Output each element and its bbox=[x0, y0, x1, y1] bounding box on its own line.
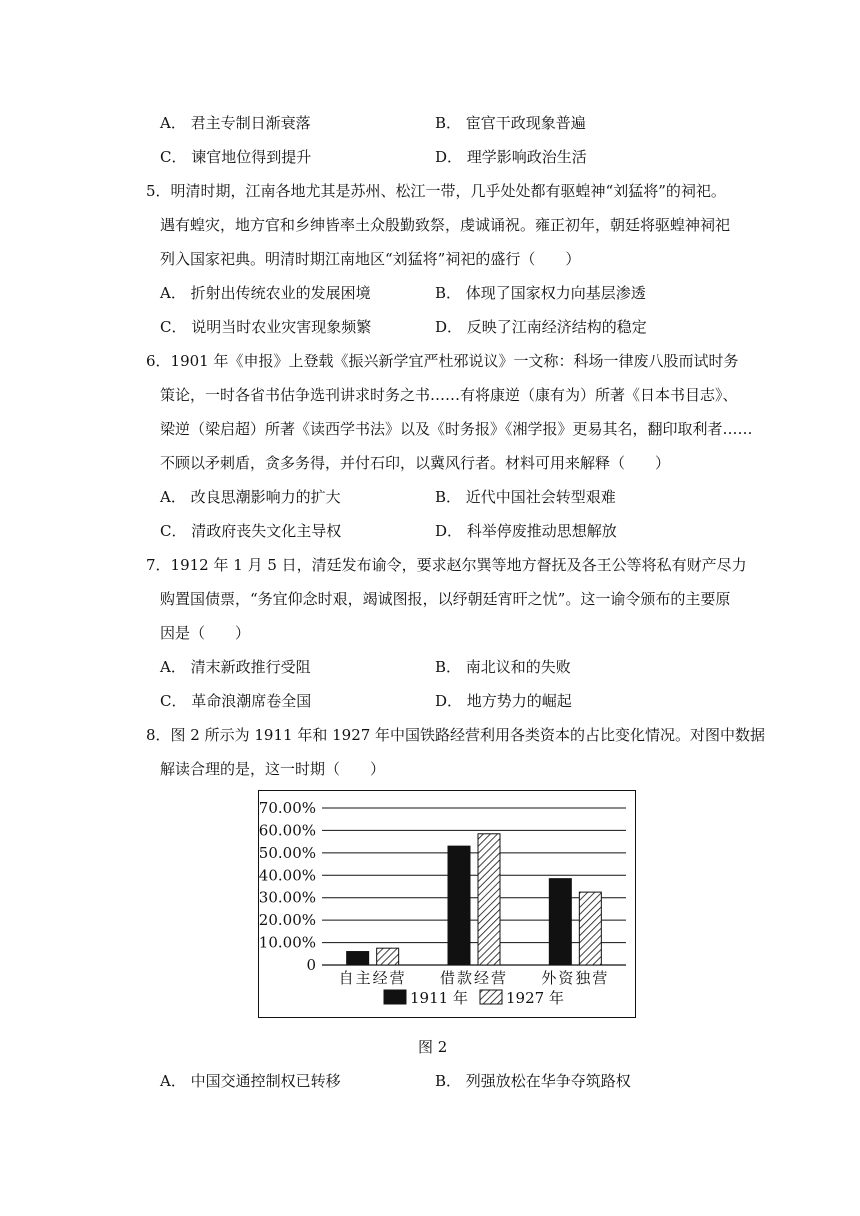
q6-option-d: D． 科举停废推动思想解放 bbox=[435, 522, 617, 540]
q6-stem-line-4: 不顾以矛刺盾，贪多务得，并付石印，以冀风行者。材料可用来解释（ ） bbox=[160, 454, 671, 472]
q6-option-c: C． 清政府丧失文化主导权 bbox=[160, 522, 342, 540]
q5-stem-line-2: 遇有蝗灾，地方官和乡绅皆率土众殷勤致祭，虔诚诵祝。雍正初年，朝廷将驱蝗神祠祀 bbox=[160, 216, 731, 234]
q5-stem-line-1: 5．明清时期，江南各地尤其是苏州、松江一带，几乎处处都有驱蝗神“刘猛将”的祠祀。 bbox=[146, 182, 726, 200]
q6-stem-line-2: 策论，一时各省书估争选刊讲求时务之书……有将康逆（康有为）所著《日本书目志》、 bbox=[160, 386, 738, 404]
y-tick-label: 20.00% bbox=[258, 911, 316, 930]
q4-option-a: A． 君主专制日渐衰落 bbox=[160, 114, 311, 132]
figure-caption: 图 2 bbox=[418, 1038, 448, 1056]
bar-1927 bbox=[377, 948, 399, 965]
q8-stem-line-1: 8．图 2 所示为 1911 年和 1927 年中国铁路经营利用各类资本的占比变化情况。对图中数据 bbox=[146, 726, 766, 744]
x-category-label: 自主经营 bbox=[338, 969, 407, 987]
y-tick-label: 0 bbox=[306, 956, 316, 974]
q7-stem-line-1: 7．1912 年 1 月 5 日，清廷发布谕令，要求赵尔巽等地方督抚及各王公等将私有财产尽力 bbox=[146, 556, 747, 574]
q8-option-a: A． 中国交通控制权已转移 bbox=[160, 1072, 341, 1090]
q7-stem-line-3: 因是（ ） bbox=[160, 624, 251, 642]
legend-label: 1911 年 bbox=[410, 989, 468, 1007]
bar-1911 bbox=[347, 952, 369, 965]
q6-option-a: A． 改良思潮影响力的扩大 bbox=[160, 488, 341, 506]
legend-swatch bbox=[480, 990, 502, 1004]
q8-stem-line-2: 解读合理的是，这一时期（ ） bbox=[160, 760, 386, 778]
y-tick-label: 10.00% bbox=[258, 933, 316, 952]
bar-1927 bbox=[478, 834, 500, 965]
q5-option-a: A． 折射出传统农业的发展困境 bbox=[160, 284, 371, 302]
q4-option-c: C． 谏官地位得到提升 bbox=[160, 148, 312, 166]
x-category-label: 借款经营 bbox=[439, 969, 509, 987]
chart-svg bbox=[258, 790, 636, 1018]
legend-swatch bbox=[384, 990, 406, 1004]
rail-capital-bar-chart bbox=[258, 790, 636, 1022]
q8-option-b: B． 列强放松在华争夺筑路权 bbox=[435, 1072, 631, 1090]
y-tick-label: 60.00% bbox=[258, 821, 316, 840]
y-tick-label: 50.00% bbox=[258, 843, 316, 862]
q7-stem-line-2: 购置国债票，“务宜仰念时艰，竭诚图报，以纾朝廷宵旰之忧”。这一谕令颁布的主要原 bbox=[160, 590, 731, 608]
q5-option-b: B． 体现了国家权力向基层渗透 bbox=[435, 284, 646, 302]
q4-option-b: B． 宦官干政现象普遍 bbox=[435, 114, 586, 132]
legend-label: 1927 年 bbox=[506, 989, 564, 1007]
y-tick-label: 30.00% bbox=[258, 888, 316, 907]
q6-option-b: B． 近代中国社会转型艰难 bbox=[435, 488, 616, 506]
q5-option-d: D． 反映了江南经济结构的稳定 bbox=[435, 318, 647, 336]
bar-1927 bbox=[579, 892, 601, 965]
q7-option-b: B． 南北议和的失败 bbox=[435, 658, 571, 676]
q5-option-c: C． 说明当时农业灾害现象频繁 bbox=[160, 318, 372, 336]
q7-option-d: D． 地方势力的崛起 bbox=[435, 692, 572, 710]
q6-stem-line-1: 6．1901 年《申报》上登载《振兴新学宜严杜邪说议》一文称：科场一律废八股而试时务 bbox=[146, 352, 739, 370]
x-category-label: 外资独营 bbox=[541, 969, 610, 987]
bar-1911 bbox=[549, 879, 571, 965]
y-tick-label: 70.00% bbox=[258, 799, 316, 817]
q5-stem-line-3: 列入国家祀典。明清时期江南地区“刘猛将”祠祀的盛行（ ） bbox=[160, 250, 581, 268]
q6-stem-line-3: 梁逆（梁启超）所著《读西学书法》以及《时务报》《湘学报》更易其名，翻印取利者…… bbox=[160, 420, 753, 438]
q7-option-c: C． 革命浪潮席卷全国 bbox=[160, 692, 312, 710]
q4-option-d: D． 理学影响政治生活 bbox=[435, 148, 587, 166]
q7-option-a: A． 清末新政推行受阻 bbox=[160, 658, 311, 676]
bar-1911 bbox=[448, 846, 470, 965]
y-tick-label: 40.00% bbox=[258, 866, 316, 885]
